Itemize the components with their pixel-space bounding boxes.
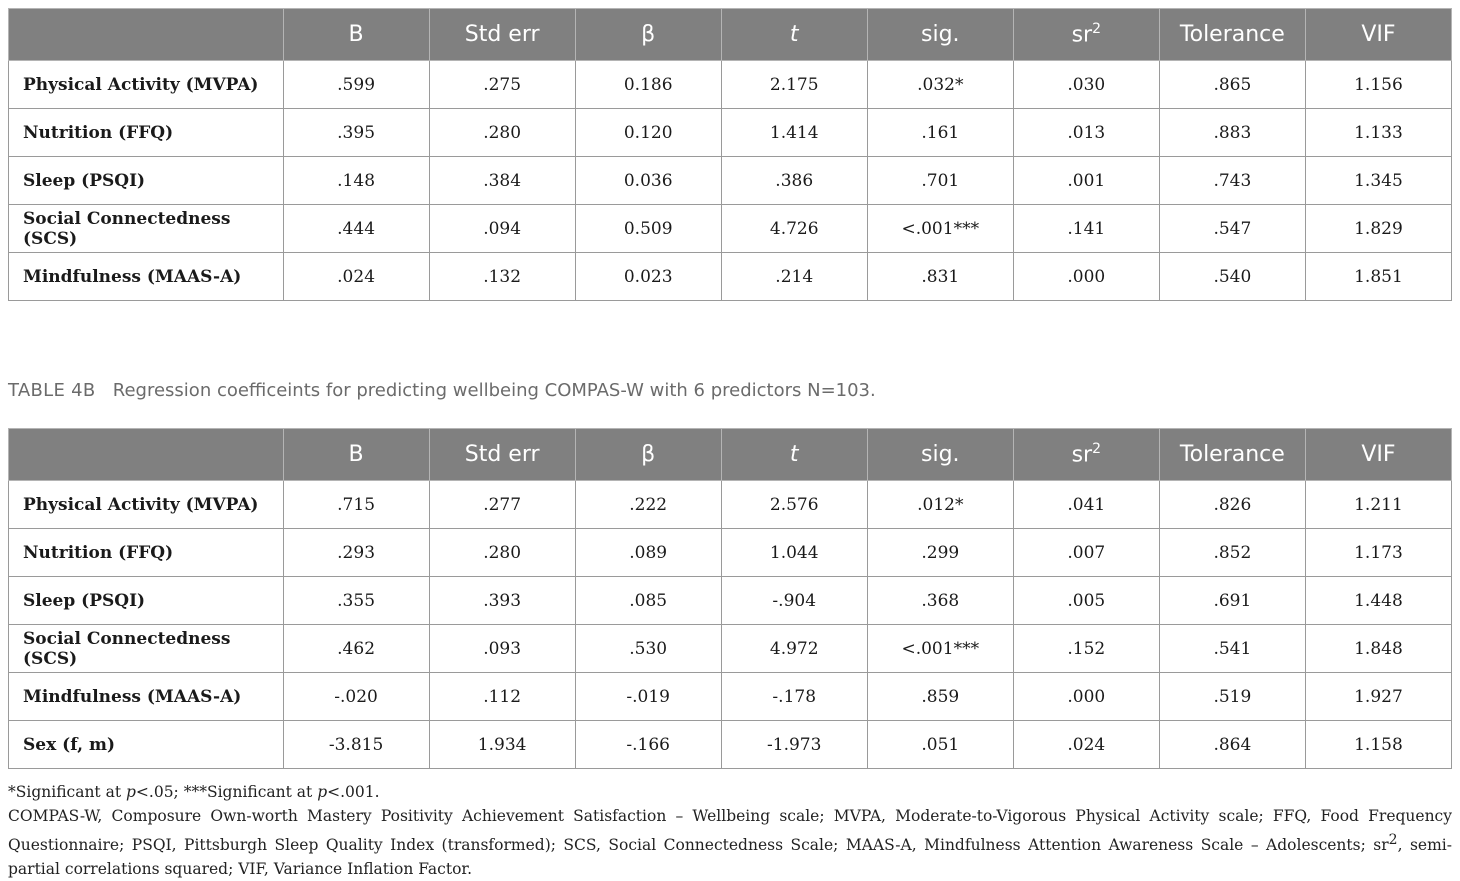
table-cell: .395 [283,109,429,157]
note-text: <.05; ***Significant at [135,783,318,801]
header-empty-cell [9,9,284,61]
table-row [9,109,1452,157]
table-cell: .691 [1159,577,1305,625]
table-cell: 1.173 [1305,529,1451,577]
table-cell: .541 [1159,625,1305,673]
table-cell: .826 [1159,481,1305,529]
table-cell: 1.044 [721,529,867,577]
header-sr-text: sr [1071,22,1093,48]
table-cell: .530 [575,625,721,673]
table-cell: 1.829 [1305,205,1451,253]
regression-table-4a [8,8,1452,301]
table-cell: -.166 [575,721,721,769]
table-row [9,157,1452,205]
table-cell: .089 [575,529,721,577]
table-cell: .864 [1159,721,1305,769]
table-cell: .094 [429,205,575,253]
table-cell: .152 [1013,625,1159,673]
table-cell: .007 [1013,529,1159,577]
row-label: Mindfulness (MAAS-A) [9,673,284,721]
abbr-text: , semi-partial correlations squared; VIF, Variance Inflation Factor. [8,836,1452,879]
table-cell: .277 [429,481,575,529]
row-label: Social Connectedness (SCS) [9,625,284,673]
header-b: B [283,9,429,61]
table-cell: .859 [867,673,1013,721]
table-row [9,577,1452,625]
note-p-italic: p [317,783,328,801]
table-cell: .001 [1013,157,1159,205]
table-cell: 4.726 [721,205,867,253]
header-beta: β [575,429,721,481]
table-cell: 1.156 [1305,61,1451,109]
table-cell: .393 [429,577,575,625]
row-label: Physical Activity (MVPA) [9,61,284,109]
table-4b-caption [8,380,876,401]
table-cell: .280 [429,109,575,157]
table-cell: .132 [429,253,575,301]
table-row [9,253,1452,301]
row-label: Nutrition (FFQ) [9,529,284,577]
header-std-err: Std err [429,429,575,481]
table-cell: -1.973 [721,721,867,769]
header-t: t [721,9,867,61]
table-cell: .293 [283,529,429,577]
row-label: Sleep (PSQI) [9,157,284,205]
table-footnotes [8,780,1452,881]
table-cell: .005 [1013,577,1159,625]
table-cell: .865 [1159,61,1305,109]
table-cell: 1.211 [1305,481,1451,529]
table-cell: 0.120 [575,109,721,157]
header-std-err: Std err [429,9,575,61]
table-cell: 2.175 [721,61,867,109]
row-label: Physical Activity (MVPA) [9,481,284,529]
header-sr2 [1013,429,1159,481]
table-cell: .148 [283,157,429,205]
table-row [9,721,1452,769]
table-cell: .386 [721,157,867,205]
header-tolerance: Tolerance [1159,9,1305,61]
table-cell: .519 [1159,673,1305,721]
table-cell: .051 [867,721,1013,769]
table-cell: 0.509 [575,205,721,253]
header-empty-cell [9,429,284,481]
table-cell: .030 [1013,61,1159,109]
note-text: *Significant at [8,783,126,801]
table-cell: .000 [1013,253,1159,301]
table-cell: .093 [429,625,575,673]
table-cell: .085 [575,577,721,625]
table-cell: -.178 [721,673,867,721]
table-cell: 0.036 [575,157,721,205]
table-cell: 2.576 [721,481,867,529]
header-sr-superscript: 2 [1092,21,1102,38]
table-4b-label: TABLE 4B [8,380,96,401]
table-cell: .384 [429,157,575,205]
header-tolerance: Tolerance [1159,429,1305,481]
abbreviations-note [8,804,1452,881]
header-sig: sig. [867,429,1013,481]
table-cell: 1.934 [429,721,575,769]
table-row [9,673,1452,721]
table-cell: .715 [283,481,429,529]
table-cell: -.019 [575,673,721,721]
table-cell: .032* [867,61,1013,109]
table-cell: .280 [429,529,575,577]
table-row [9,529,1452,577]
table-cell: 1.848 [1305,625,1451,673]
table-cell: .444 [283,205,429,253]
table-cell: .024 [1013,721,1159,769]
table-cell: .462 [283,625,429,673]
table-cell: .275 [429,61,575,109]
table-cell: .112 [429,673,575,721]
table-cell: .000 [1013,673,1159,721]
table-cell: 1.133 [1305,109,1451,157]
header-vif: VIF [1305,429,1451,481]
table-cell: .222 [575,481,721,529]
table-cell: 0.023 [575,253,721,301]
table-cell: .743 [1159,157,1305,205]
table-cell: .012* [867,481,1013,529]
table-cell: 1.448 [1305,577,1451,625]
table-cell: .141 [1013,205,1159,253]
table-cell: 1.927 [1305,673,1451,721]
table-cell: .013 [1013,109,1159,157]
table-cell: <.001*** [867,205,1013,253]
header-beta: β [575,9,721,61]
table-cell: .024 [283,253,429,301]
table-cell: 1.345 [1305,157,1451,205]
table-cell: 1.158 [1305,721,1451,769]
table-cell: .355 [283,577,429,625]
header-vif: VIF [1305,9,1451,61]
table-header-row [9,9,1452,61]
abbr-text: COMPAS-W, Composure Own-worth Mastery Positivity Achievement Satisfaction – Wellbeing scale; MVPA, Moderate-to-Vigorous Physical Activity scale; FFQ, Food Frequency Questionnaire; PSQI, Pittsburgh Sleep Quality Index (transformed); SCS, Social Connectedness Scale; MAAS-A, Mindfulness Attention Awareness Scale – Adolescents; sr [8,807,1452,855]
table-cell: .161 [867,109,1013,157]
table-cell: .368 [867,577,1013,625]
header-t: t [721,429,867,481]
row-label: Sleep (PSQI) [9,577,284,625]
table-cell: .883 [1159,109,1305,157]
abbr-superscript: 2 [1388,832,1398,848]
header-sr-text: sr [1071,442,1093,468]
table-cell: .701 [867,157,1013,205]
header-sig: sig. [867,9,1013,61]
table-cell: -.020 [283,673,429,721]
table-4b-caption-text: Regression coefficeints for predicting wellbeing COMPAS-W with 6 predictors N=103. [112,380,876,401]
table-cell: -.904 [721,577,867,625]
header-b: B [283,429,429,481]
table-cell: .041 [1013,481,1159,529]
table-cell: 0.186 [575,61,721,109]
table-row [9,481,1452,529]
table-cell: <.001*** [867,625,1013,673]
note-p-italic: p [125,783,136,801]
table-cell: -3.815 [283,721,429,769]
note-text: <.001. [327,783,380,801]
table-cell: 4.972 [721,625,867,673]
significance-note [8,780,1452,804]
table-cell: .547 [1159,205,1305,253]
table-row [9,61,1452,109]
table-cell: .831 [867,253,1013,301]
row-label: Mindfulness (MAAS-A) [9,253,284,301]
table-cell: .852 [1159,529,1305,577]
table-cell: 1.414 [721,109,867,157]
table-cell: .540 [1159,253,1305,301]
row-label: Nutrition (FFQ) [9,109,284,157]
row-label: Social Connectedness (SCS) [9,205,284,253]
table-cell: .599 [283,61,429,109]
header-sr-superscript: 2 [1092,441,1102,458]
row-label: Sex (f, m) [9,721,284,769]
table-cell: .214 [721,253,867,301]
table-cell: .299 [867,529,1013,577]
regression-table-4b [8,428,1452,769]
table-header-row [9,429,1452,481]
table-cell: 1.851 [1305,253,1451,301]
table-row [9,625,1452,673]
table-row [9,205,1452,253]
header-sr2 [1013,9,1159,61]
